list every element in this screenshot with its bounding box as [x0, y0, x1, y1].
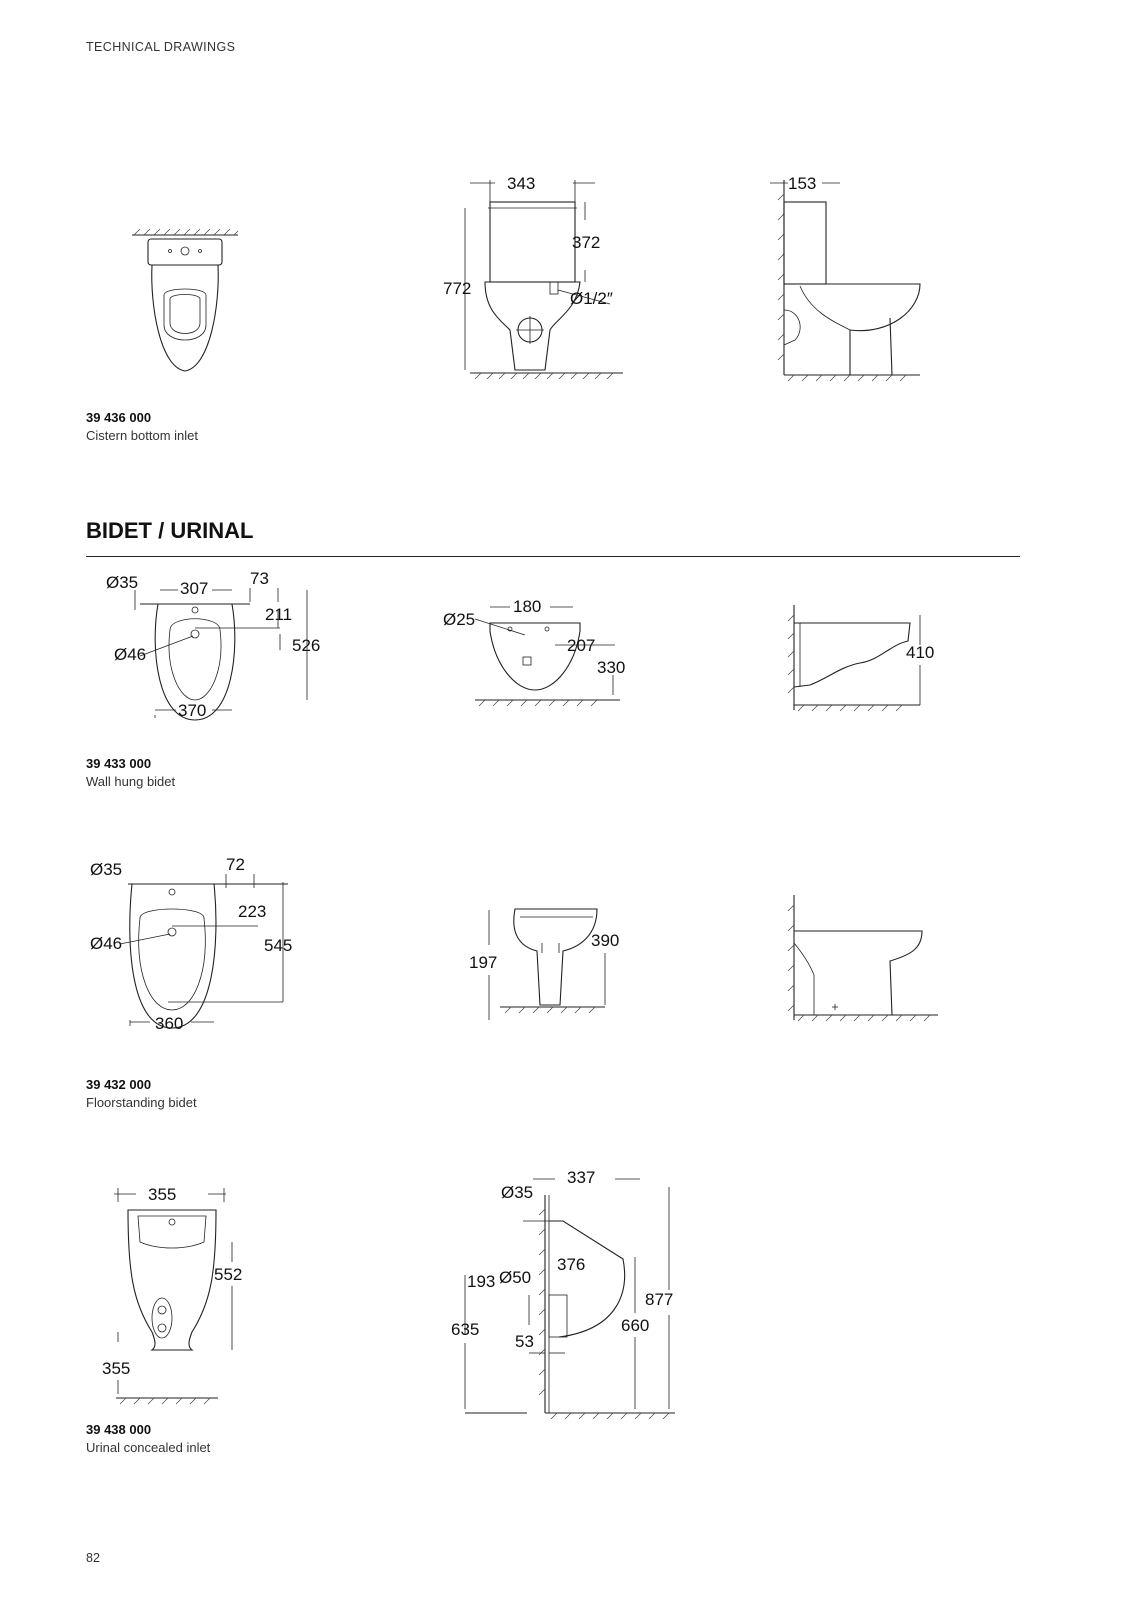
svg-text:Ø25: Ø25 [443, 610, 476, 629]
svg-text:635: 635 [451, 1320, 480, 1339]
svg-text:355: 355 [102, 1359, 131, 1378]
drawing-wall-bidet-side [780, 605, 950, 715]
svg-text:343: 343 [507, 174, 536, 193]
product-code: 39 432 000 [86, 1077, 152, 1092]
product-code: 39 438 000 [86, 1422, 152, 1437]
svg-text:330: 330 [597, 658, 626, 677]
svg-text:360: 360 [155, 1014, 184, 1033]
svg-text:355: 355 [148, 1185, 177, 1204]
drawing-wall-bidet-front [443, 595, 635, 715]
drawing-urinal-front [96, 1182, 276, 1412]
product-description: Cistern bottom inlet [86, 428, 198, 443]
svg-text:526: 526 [292, 636, 321, 655]
svg-text:180: 180 [513, 597, 542, 616]
page-number: 82 [86, 1551, 100, 1565]
svg-text:Ø46: Ø46 [114, 645, 147, 664]
svg-text:223: 223 [238, 902, 267, 921]
drawing-toilet-front [443, 170, 635, 385]
product-description: Wall hung bidet [86, 774, 176, 789]
svg-text:73: 73 [250, 569, 269, 588]
svg-text:337: 337 [567, 1168, 596, 1187]
svg-text:376: 376 [557, 1255, 586, 1274]
svg-text:Ø46: Ø46 [90, 934, 123, 953]
svg-text:Ø35: Ø35 [90, 860, 123, 879]
svg-text:372: 372 [572, 233, 601, 252]
svg-text:307: 307 [180, 579, 209, 598]
svg-text:193: 193 [467, 1272, 496, 1291]
svg-text:410: 410 [906, 643, 935, 662]
product-description: Floorstanding bidet [86, 1095, 197, 1110]
page-header: TECHNICAL DRAWINGS [86, 40, 236, 54]
drawing-floor-bidet-side [780, 895, 950, 1030]
svg-text:772: 772 [443, 279, 472, 298]
svg-text:877: 877 [645, 1290, 674, 1309]
svg-text:Ø35: Ø35 [501, 1183, 534, 1202]
drawing-urinal-side [451, 1165, 695, 1420]
svg-text:370: 370 [178, 701, 207, 720]
svg-text:552: 552 [214, 1265, 243, 1284]
drawing-toilet-side [770, 170, 940, 385]
svg-text:Ø50: Ø50 [499, 1268, 532, 1287]
drawing-floor-bidet-top [88, 852, 328, 1052]
svg-text:Ø1/2″: Ø1/2″ [570, 289, 613, 308]
svg-text:390: 390 [591, 931, 620, 950]
svg-text:53: 53 [515, 1332, 534, 1351]
drawing-toilet-top [120, 225, 250, 380]
svg-text:545: 545 [264, 936, 293, 955]
svg-text:211: 211 [265, 605, 293, 624]
drawing-floor-bidet-front [465, 905, 635, 1030]
svg-text:72: 72 [226, 855, 245, 874]
svg-text:Ø35: Ø35 [106, 573, 139, 592]
svg-text:197: 197 [469, 953, 498, 972]
svg-text:207: 207 [567, 636, 596, 655]
svg-text:660: 660 [621, 1316, 650, 1335]
product-description: Urinal concealed inlet [86, 1440, 211, 1455]
drawing-wall-bidet-top [100, 570, 340, 740]
product-code: 39 436 000 [86, 410, 152, 425]
section-divider [86, 556, 1020, 557]
svg-text:153: 153 [788, 174, 817, 193]
product-code: 39 433 000 [86, 756, 152, 771]
section-title: BIDET / URINAL [86, 518, 254, 543]
